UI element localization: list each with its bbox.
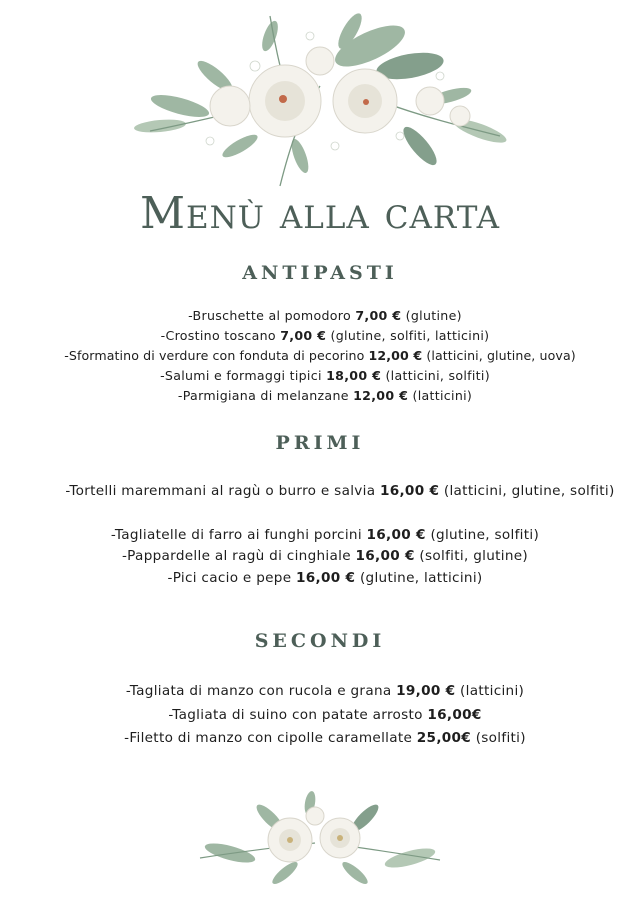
item-allergens: (glutine) [405, 308, 462, 323]
item-allergens: (solfiti, glutine) [419, 548, 529, 564]
item-name: -Pici cacio e pepe [167, 570, 292, 586]
menu-item [30, 306, 620, 326]
item-allergens: (latticini, glutine, solfiti) [443, 483, 615, 499]
item-allergens: (solfiti) [475, 730, 526, 746]
menu-item [30, 704, 620, 726]
item-name: -Crostino toscano [160, 328, 276, 343]
item-name: -Parmigiana di melanzane [177, 388, 349, 403]
item-allergens: (glutine, solfiti) [430, 527, 540, 543]
menu-item [30, 366, 620, 386]
section-title-primi: PRIMI [275, 432, 365, 454]
menu-item [30, 326, 620, 346]
item-name: -Pappardelle al ragù di cinghiale [121, 548, 351, 564]
menu-item [30, 386, 620, 406]
item-name: -Tagliata di manzo con rucola e grana [125, 683, 392, 699]
item-allergens: (latticini, glutine, uova) [426, 348, 576, 363]
menu-item [30, 567, 620, 589]
item-name: -Bruschette al pomodoro [188, 308, 351, 323]
item-price: 16,00 € [379, 483, 440, 499]
item-allergens: (latticini, solfiti) [385, 368, 490, 383]
section-title-antipasti: ANTIPASTI [242, 262, 398, 284]
item-price: 12,00 € [353, 388, 409, 403]
menu-item [30, 727, 620, 749]
menu-item [30, 545, 620, 567]
item-name: -Tagliata di suino con patate arrosto [168, 707, 423, 723]
item-price: 16,00 € [296, 570, 356, 586]
item-price: 25,00€ [416, 730, 472, 746]
item-allergens: (glutine, solfiti, latticini) [330, 328, 490, 343]
item-allergens: (latticini) [412, 388, 473, 403]
section-title-secondi: SECONDI [254, 630, 386, 652]
item-price: 16,00 € [355, 548, 415, 564]
item-name: -Filetto di manzo con cipolle caramellate [124, 730, 413, 746]
item-price: 19,00 € [396, 683, 456, 699]
item-name: -Sformatino di verdure con fonduta di pecorino [64, 348, 365, 363]
floral-bouquet-bottom [190, 788, 450, 893]
item-price: 16,00 € [366, 527, 426, 543]
menu-title: Menù alla carta [139, 188, 501, 239]
item-price: 18,00 € [326, 368, 382, 383]
item-name: -Tortelli maremmani al ragù o burro e salvia [65, 483, 376, 499]
menu-item [10, 346, 630, 366]
item-name: -Salumi e formaggi tipici [160, 368, 322, 383]
item-name: -Tagliatelle di farro ai funghi porcini [110, 527, 362, 543]
floral-bouquet-top [120, 6, 520, 191]
item-allergens: (glutine, latticini) [359, 570, 483, 586]
menu-item [30, 524, 620, 546]
item-price: 7,00 € [280, 328, 327, 343]
item-allergens: (latticini) [460, 683, 525, 699]
item-price: 16,00€ [427, 707, 482, 723]
item-price: 7,00 € [355, 308, 402, 323]
menu-item [60, 480, 620, 502]
item-price: 12,00 € [368, 348, 423, 363]
menu-item [30, 680, 620, 702]
